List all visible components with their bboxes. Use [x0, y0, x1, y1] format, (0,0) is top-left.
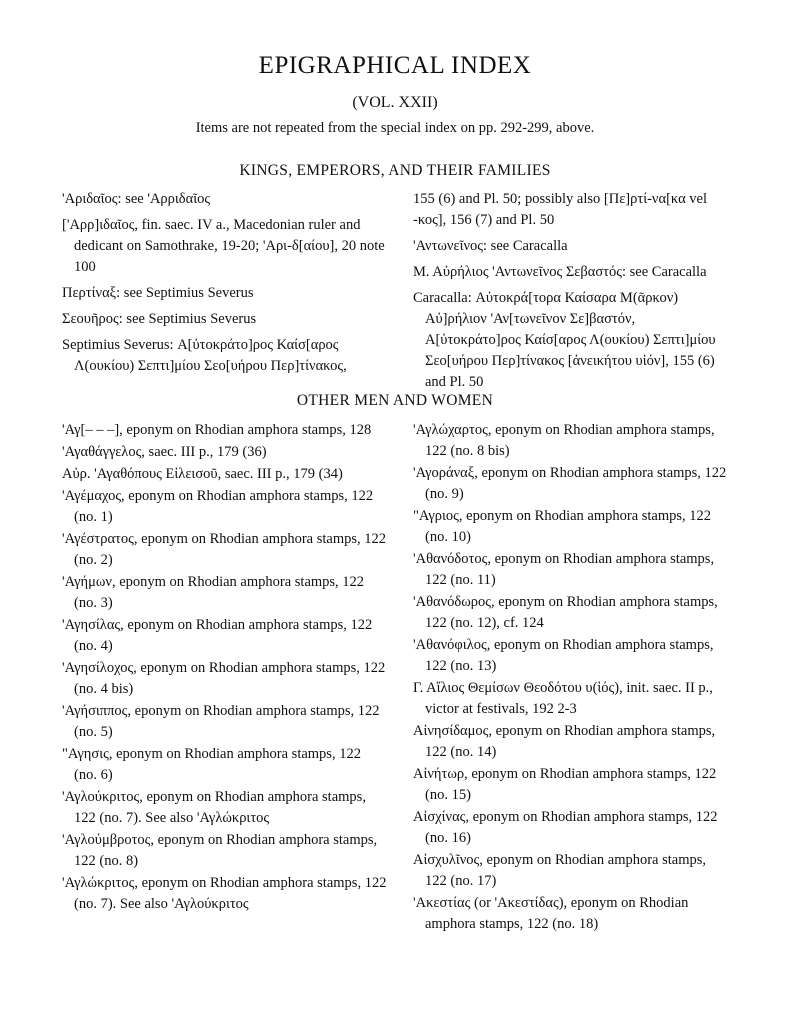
- index-entry: "Αγησις, eponym on Rhodian amphora stamps, 122 (no. 6): [62, 746, 361, 783]
- index-entry: 'Αγλούμβροτος, eponym on Rhodian amphora stamps, 122 (no. 8): [62, 832, 378, 869]
- volume-label: (VOL. XXII): [352, 94, 438, 111]
- index-entry: ['Αρρ]ιδαῖος, fin. saec. IV a., Macedonian ruler and dedicant on Samothrake, 19-20; 'Αρι-δ[αίου], 20 note 100: [62, 217, 385, 275]
- index-entry: Septimius Severus: Α[ὐτοκράτο]ρος Καίσ[αρος Λ(ουκίου) Σεπτι]μίου Σεο[υήρου Περ]τίνακος,: [62, 337, 347, 374]
- index-entry: 'Αγησίλας, eponym on Rhodian amphora stamps, 122 (no. 4): [62, 617, 373, 654]
- index-entry: 'Αγέμαχος, eponym on Rhodian amphora stamps, 122 (no. 1): [62, 488, 374, 525]
- index-entry: 'Αγοράναξ, eponym on Rhodian amphora stamps, 122 (no. 9): [413, 465, 727, 502]
- index-entry: 'Αγαθάγγελος, saec. III p., 179 (36): [62, 444, 267, 460]
- index-entry: Αἰνησίδαμος, eponym on Rhodian amphora stamps, 122 (no. 14): [413, 723, 716, 760]
- others-right-column: [413, 420, 730, 936]
- index-entry: 'Αγ[– – –], eponym on Rhodian amphora stamps, 128: [62, 422, 372, 438]
- index-entry: 'Αγησίλοχος, eponym on Rhodian amphora stamps, 122 (no. 4 bis): [62, 660, 386, 697]
- index-entry: 'Αγλώκριτος, eponym on Rhodian amphora stamps, 122 (no. 7). See also 'Αγλούκριτος: [62, 875, 387, 912]
- index-entry: Caracalla: Αὐτοκρά[τορα Καίσαρα Μ(ᾶρκον) Αὐ]ρήλιον 'Αν[τωνεῖνον Σε]βαστόν, Α[ὐτοκράτο]ρος Καίσ[αρος Λ(ουκίου) Σεπτι]μίου Σεο[υήρου Περ]τίνακος [ἀνεικήτου υἱόν], 155 (6) and Pl. 50: [413, 290, 716, 390]
- index-entry: Αἰσχυλῖνος, eponym on Rhodian amphora stamps, 122 (no. 17): [413, 852, 707, 889]
- index-entry: 'Ακεστίας (or 'Ακεστίδας), eponym on Rhodian amphora stamps, 122 (no. 18): [413, 895, 689, 932]
- kings-right-column: [413, 189, 730, 398]
- index-note: Items are not repeated from the special index on pp. 292-299, above.: [195, 120, 595, 136]
- index-entry: Σεουῆρος: see Septimius Severus: [62, 311, 257, 327]
- index-entry: Αὐρ. 'Αγαθόπους Εἰλεισοῦ, saec. III p., 179 (34): [62, 466, 343, 482]
- index-entry: Αἰσχίνας, eponym on Rhodian amphora stamps, 122 (no. 16): [413, 809, 718, 846]
- kings-left-column: [62, 189, 387, 382]
- index-entry: 'Αγήμων, eponym on Rhodian amphora stamps, 122 (no. 3): [62, 574, 365, 611]
- index-entry: 'Αθανόδωρος, eponym on Rhodian amphora stamps, 122 (no. 12), cf. 124: [413, 594, 718, 631]
- index-entry: Περτίναξ: see Septimius Severus: [62, 285, 254, 301]
- index-entry: Μ. Αὐρήλιος 'Αντωνεῖνος Σεβαστός: see Caracalla: [413, 264, 707, 280]
- index-entry: 'Αγλώχαρτος, eponym on Rhodian amphora stamps, 122 (no. 8 bis): [413, 422, 715, 459]
- index-entry: "Αγριος, eponym on Rhodian amphora stamps, 122 (no. 10): [413, 508, 712, 545]
- index-entry: Αἰνήτωρ, eponym on Rhodian amphora stamps, 122 (no. 15): [413, 766, 717, 803]
- section-heading-kings: KINGS, EMPERORS, AND THEIR FAMILIES: [239, 162, 551, 179]
- page-title: EPIGRAPHICAL INDEX: [258, 52, 532, 79]
- index-entry: 'Αντωνεῖνος: see Caracalla: [413, 238, 568, 254]
- index-entry: Γ. Αἴλιος Θεμίσων Θεοδότου υ(ἱός), init. saec. II p., victor at festivals, 192 2-3: [413, 680, 713, 717]
- index-entry: 'Αγέστρατος, eponym on Rhodian amphora stamps, 122 (no. 2): [62, 531, 386, 568]
- index-entry: 'Αθανόδοτος, eponym on Rhodian amphora stamps, 122 (no. 11): [413, 551, 715, 588]
- index-entry: 'Αθανόφιλος, eponym on Rhodian amphora stamps, 122 (no. 13): [413, 637, 714, 674]
- index-entry: 'Αγήσιππος, eponym on Rhodian amphora stamps, 122 (no. 5): [62, 703, 380, 740]
- section-heading-others: OTHER MEN AND WOMEN: [296, 392, 494, 409]
- others-left-column: [62, 420, 387, 916]
- index-entry: 'Αριδαῖος: see 'Αρριδαῖος: [62, 191, 211, 207]
- index-entry-continuation: 155 (6) and Pl. 50; possibly also [Πε]ρτί-να[κα vel -κος], 156 (7) and Pl. 50: [413, 191, 708, 228]
- index-entry: 'Αγλούκριτος, eponym on Rhodian amphora stamps, 122 (no. 7). See also 'Αγλώκριτος: [62, 789, 366, 826]
